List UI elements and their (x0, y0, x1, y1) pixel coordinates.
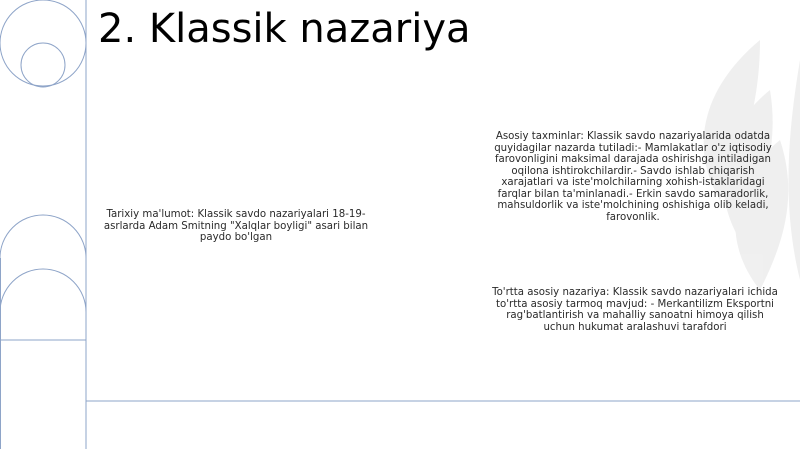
text-block-history: Tarixiy ma'lumot: Klassik savdo nazariyalari 18-19-asrlarda Adam Smitning "Xalqlar boyligi" asari bilan paydo bo'lgan (103, 209, 369, 243)
slide-title: 2. Klassik nazariya (98, 6, 471, 52)
text-block-four-theories: To'rtta asosiy nazariya: Klassik savdo nazariyalari ichida to'rtta asosiy tarmoq mavjud: - Merkantilizm Eksportni rag'batlantirish va mahalliy sanoatni himoya qilish uchun hukumat aralashuvi tarafdori (492, 287, 778, 333)
arch-upper (0, 215, 86, 258)
text-block-assumptions: Asosiy taxminlar: Klassik savdo nazariyalarida odatda quyidagilar nazarda tutiladi:- Mamlakatlar o'z iqtisodiy farovonligini maksimal darajada oshirishga intiladigan oqilona ishtirokchilardir.- Savdo ishlab chiqarish xarajatlari va iste'molchilarning xohish-istaklaridagi farqlar bilan ta'minlanadi.- Erkin savdo samaradorlik, mahsuldorlik va iste'molchining oshishiga olib keladi, farovonlik. (494, 131, 772, 223)
arch-lower (0, 269, 86, 312)
inner-circle-top (21, 43, 65, 87)
